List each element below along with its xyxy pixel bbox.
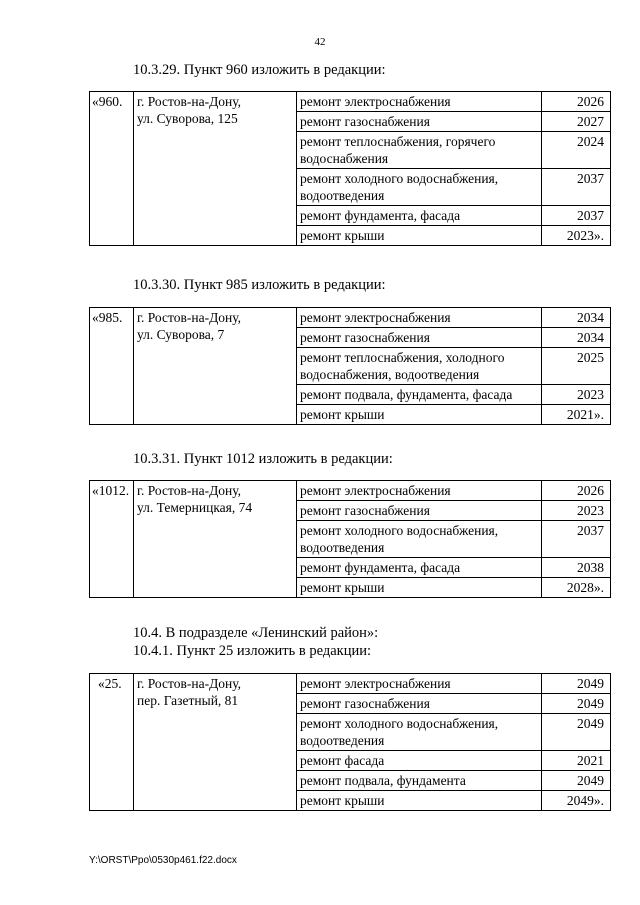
work-cell: ремонт фундамента, фасада	[297, 206, 542, 226]
year-cell: 2021».	[542, 405, 611, 425]
file-path-footer: Y:\ORST\Ppo\0530p461.f22.docx	[89, 855, 237, 866]
work-cell: ремонт теплоснабжения, горячего водоснабжения	[297, 132, 542, 169]
item-number: «960.	[90, 92, 134, 246]
address-street: ул. Темерницкая, 74	[137, 500, 253, 515]
year-cell: 2034	[542, 328, 611, 348]
section-heading: 10.3.31. Пункт 1012 изложить в редакции:	[133, 451, 393, 467]
year-cell: 2023».	[542, 226, 611, 246]
section-heading: 10.3.30. Пункт 985 изложить в редакции:	[133, 277, 386, 293]
year-cell: 2026	[542, 92, 611, 112]
year-cell: 2023	[542, 385, 611, 405]
work-cell: ремонт подвала, фундамента	[297, 771, 542, 791]
year-cell: 2037	[542, 169, 611, 206]
address-city: г. Ростов-на-Дону,	[137, 676, 242, 691]
section-heading: 10.3.29. Пункт 960 изложить в редакции:	[133, 62, 386, 78]
work-cell: ремонт холодного водоснабжения, водоотведения	[297, 169, 542, 206]
year-cell: 2049	[542, 674, 611, 694]
work-cell: ремонт газоснабжения	[297, 501, 542, 521]
year-cell: 2021	[542, 751, 611, 771]
table-row	[90, 308, 611, 328]
work-cell: ремонт газоснабжения	[297, 112, 542, 132]
work-cell: ремонт холодного водоснабжения, водоотведения	[297, 521, 542, 558]
work-cell: ремонт крыши	[297, 226, 542, 246]
work-cell: ремонт газоснабжения	[297, 694, 542, 714]
table-row	[90, 92, 611, 112]
year-cell: 2049».	[542, 791, 611, 811]
year-cell: 2024	[542, 132, 611, 169]
work-cell: ремонт электроснабжения	[297, 308, 542, 328]
address-cell	[134, 674, 297, 811]
address-city: г. Ростов-на-Дону,	[137, 483, 242, 498]
year-cell: 2049	[542, 694, 611, 714]
year-cell: 2037	[542, 206, 611, 226]
work-cell: ремонт электроснабжения	[297, 92, 542, 112]
work-cell: ремонт крыши	[297, 791, 542, 811]
repair-table	[89, 307, 611, 425]
year-cell: 2049	[542, 771, 611, 791]
subsection-heading: 10.4. В подразделе «Ленинский район»:	[133, 625, 379, 641]
work-cell: ремонт теплоснабжения, холодного водоснабжения, водоотведения	[297, 348, 542, 385]
year-cell: 2025	[542, 348, 611, 385]
year-cell: 2028».	[542, 578, 611, 598]
table-row	[90, 674, 611, 694]
year-cell: 2027	[542, 112, 611, 132]
work-cell: ремонт подвала, фундамента, фасада	[297, 385, 542, 405]
address-city: г. Ростов-на-Дону,	[137, 310, 242, 325]
year-cell: 2026	[542, 481, 611, 501]
work-cell: ремонт холодного водоснабжения, водоотведения	[297, 714, 542, 751]
section-heading: 10.4.1. Пункт 25 изложить в редакции:	[133, 643, 372, 659]
address-street: ул. Суворова, 7	[137, 327, 225, 342]
page-number: 42	[314, 36, 326, 48]
work-cell: ремонт газоснабжения	[297, 328, 542, 348]
repair-table	[89, 91, 611, 246]
work-cell: ремонт крыши	[297, 405, 542, 425]
item-number: «985.	[90, 308, 134, 425]
year-cell: 2023	[542, 501, 611, 521]
address-cell	[134, 308, 297, 425]
repair-table	[89, 480, 611, 598]
work-cell: ремонт фундамента, фасада	[297, 558, 542, 578]
address-street: ул. Суворова, 125	[137, 111, 238, 126]
address-cell	[134, 481, 297, 598]
year-cell: 2034	[542, 308, 611, 328]
year-cell: 2049	[542, 714, 611, 751]
work-cell: ремонт электроснабжения	[297, 674, 542, 694]
address-cell	[134, 92, 297, 246]
item-number: «25.	[90, 674, 134, 811]
work-cell: ремонт фасада	[297, 751, 542, 771]
address-city: г. Ростов-на-Дону,	[137, 94, 242, 109]
work-cell: ремонт крыши	[297, 578, 542, 598]
address-street: пер. Газетный, 81	[137, 693, 239, 708]
repair-table	[89, 673, 611, 811]
year-cell: 2037	[542, 521, 611, 558]
work-cell: ремонт электроснабжения	[297, 481, 542, 501]
item-number: «1012.	[90, 481, 134, 598]
table-row	[90, 481, 611, 501]
year-cell: 2038	[542, 558, 611, 578]
